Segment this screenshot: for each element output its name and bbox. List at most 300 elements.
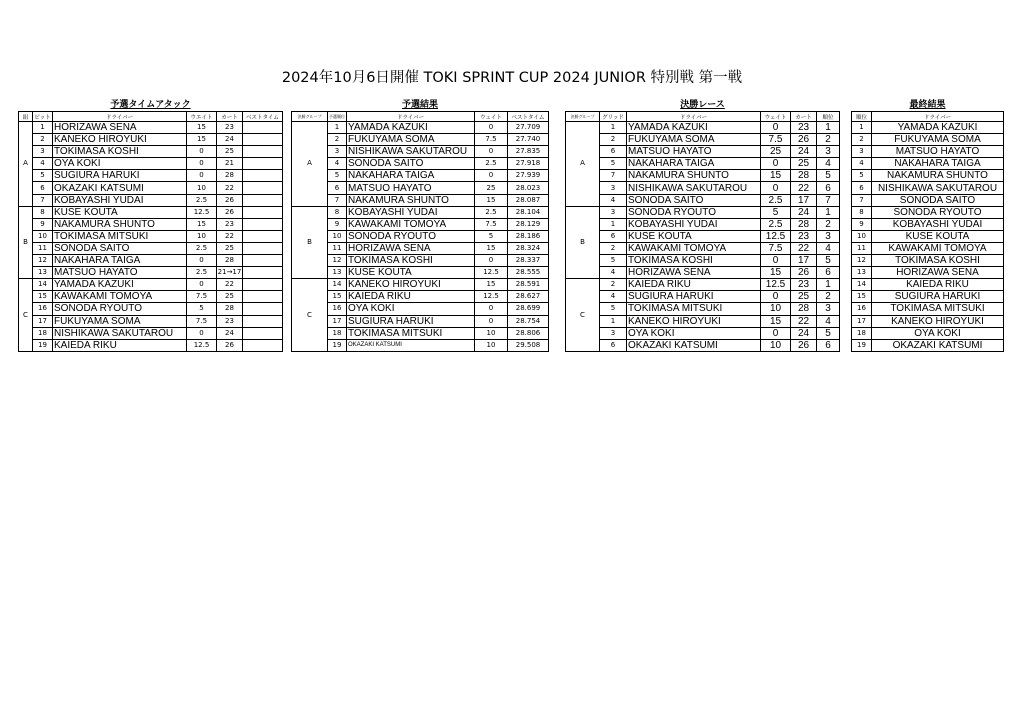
final-position: 16: [852, 303, 872, 315]
qualifying-results-table: [291, 111, 549, 352]
qualifying-position: 19: [328, 339, 347, 351]
driver-name: NAKAHARA TAIGA: [53, 255, 187, 267]
final-position: 10: [852, 230, 872, 242]
group-label: B: [292, 206, 328, 279]
grid-position: 6: [600, 339, 627, 351]
column-header: ウェイト: [761, 112, 791, 122]
table-row: [19, 242, 283, 254]
table-row: [292, 303, 549, 315]
weight: 0: [475, 122, 508, 134]
driver-name: OKAZAKI KATSUMI: [53, 182, 187, 194]
driver-name: KOBAYASHI YUDAI: [53, 194, 187, 206]
kart-number: 25: [217, 146, 243, 158]
pit-number: 5: [33, 170, 53, 182]
best-time: 29.508: [508, 339, 549, 351]
weight: 2.5: [187, 194, 217, 206]
driver-name: TOKIMASA MITSUKI: [872, 303, 1004, 315]
finish-rank: 2: [817, 291, 840, 303]
table-row: [292, 122, 549, 134]
kart-number: 17: [791, 194, 817, 206]
driver-name: OYA KOKI: [53, 158, 187, 170]
table-row: [19, 170, 283, 182]
final-results-table-body: [852, 122, 1004, 352]
finish-rank: 6: [817, 339, 840, 351]
pit-number: 16: [33, 303, 53, 315]
driver-name: FUKUYAMA SOMA: [347, 134, 475, 146]
table-row: [566, 158, 840, 170]
best-time: [243, 315, 283, 327]
weight: 25: [761, 146, 791, 158]
best-time: [243, 170, 283, 182]
qualifying-position: 16: [328, 303, 347, 315]
finish-rank: 3: [817, 230, 840, 242]
weight: 0: [187, 279, 217, 291]
best-time: 28.129: [508, 218, 549, 230]
driver-name: TOKIMASA KOSHI: [53, 146, 187, 158]
table-header-row: [19, 112, 283, 122]
weight: 0: [475, 255, 508, 267]
final-position: 14: [852, 279, 872, 291]
driver-name: YAMADA KAZUKI: [627, 122, 761, 134]
weight: 2.5: [475, 158, 508, 170]
group-label: C: [19, 279, 33, 352]
driver-name: MATSUO HAYATO: [872, 146, 1004, 158]
driver-name: OYA KOKI: [627, 327, 761, 339]
group-label: B: [566, 206, 600, 279]
finish-rank: 4: [817, 242, 840, 254]
best-time: 27.835: [508, 146, 549, 158]
pit-number: 8: [33, 206, 53, 218]
table-row: [566, 315, 840, 327]
kart-number: 23: [217, 315, 243, 327]
driver-name: KUSE KOUTA: [627, 230, 761, 242]
weight: 0: [187, 158, 217, 170]
finish-rank: 5: [817, 327, 840, 339]
final-race-table: [565, 111, 840, 352]
driver-name: TOKIMASA MITSUKI: [347, 327, 475, 339]
finish-rank: 7: [817, 194, 840, 206]
column-header: ドライバー: [347, 112, 475, 122]
weight: 15: [475, 194, 508, 206]
kart-number: 28: [791, 303, 817, 315]
group-label: C: [292, 279, 328, 352]
grid-position: 3: [600, 206, 627, 218]
weight: 10: [475, 327, 508, 339]
weight: 7.5: [475, 134, 508, 146]
weight: 2.5: [187, 242, 217, 254]
qualifying-position: 13: [328, 267, 347, 279]
table-row: [852, 206, 1004, 218]
kart-number: 28: [217, 255, 243, 267]
grid-position: 4: [600, 194, 627, 206]
column-header: ドライバー: [627, 112, 761, 122]
table-row: [292, 242, 549, 254]
weight: 0: [761, 291, 791, 303]
driver-name: SUGIURA HARUKI: [872, 291, 1004, 303]
weight: 0: [187, 146, 217, 158]
final-position: 3: [852, 146, 872, 158]
driver-name: HORIZAWA SENA: [347, 242, 475, 254]
driver-name: FUKUYAMA SOMA: [627, 134, 761, 146]
driver-name: MATSUO HAYATO: [53, 267, 187, 279]
driver-name: YAMADA KAZUKI: [347, 122, 475, 134]
kart-number: 21: [217, 158, 243, 170]
driver-name: TOKIMASA MITSUKI: [627, 303, 761, 315]
best-time: 27.939: [508, 170, 549, 182]
driver-name: SONODA RYOUTO: [627, 206, 761, 218]
kart-number: 24: [791, 146, 817, 158]
kart-number: 25: [217, 291, 243, 303]
kart-number: 26: [217, 206, 243, 218]
table-row: [19, 267, 283, 279]
table-row: [852, 122, 1004, 134]
driver-name: OKAZAKI KATSUMI: [872, 339, 1004, 351]
kart-number: 23: [791, 230, 817, 242]
driver-name: SUGIURA HARUKI: [347, 315, 475, 327]
finish-rank: 4: [817, 158, 840, 170]
finish-rank: 3: [817, 303, 840, 315]
grid-position: 7: [600, 170, 627, 182]
table-row: [852, 134, 1004, 146]
column-header: 予選順位: [328, 112, 347, 122]
page-title: 2024年10月6日開催 TOKI SPRINT CUP 2024 JUNIOR 特別戦 第一戦: [281, 70, 743, 86]
table-row: [292, 134, 549, 146]
driver-name: NISHIKAWA SAKUTAROU: [53, 327, 187, 339]
driver-name: TOKIMASA KOSHI: [627, 255, 761, 267]
driver-name: HORIZAWA SENA: [53, 122, 187, 134]
group-label: B: [19, 206, 33, 279]
group-label: A: [566, 122, 600, 207]
weight: 15: [475, 279, 508, 291]
weight: 12.5: [475, 267, 508, 279]
table-row: [566, 182, 840, 194]
weight: 12.5: [187, 339, 217, 351]
table-row: [852, 279, 1004, 291]
driver-name: KAIEDA RIKU: [53, 339, 187, 351]
table-row: [852, 255, 1004, 267]
table-row: [19, 327, 283, 339]
finish-rank: 2: [817, 134, 840, 146]
final-position: 18: [852, 327, 872, 339]
qualifying-position: 6: [328, 182, 347, 194]
driver-name: KAIEDA RIKU: [872, 279, 1004, 291]
driver-name: KAWAKAMI TOMOYA: [347, 218, 475, 230]
driver-name: KUSE KOUTA: [872, 230, 1004, 242]
best-time: 28.324: [508, 242, 549, 254]
driver-name: OKAZAKI KATSUMI: [347, 339, 475, 351]
qualifying-position: 18: [328, 327, 347, 339]
final-position: 1: [852, 122, 872, 134]
table-row: [292, 170, 549, 182]
kart-number: 28: [791, 170, 817, 182]
finish-rank: 5: [817, 170, 840, 182]
best-time: [243, 134, 283, 146]
table-row: [566, 255, 840, 267]
weight: 15: [187, 122, 217, 134]
best-time: [243, 158, 283, 170]
kart-number: 25: [791, 158, 817, 170]
column-header: カート: [217, 112, 243, 122]
table-row: [19, 255, 283, 267]
column-header: 決勝グループ: [566, 112, 600, 122]
table-row: [852, 230, 1004, 242]
best-time: 28.806: [508, 327, 549, 339]
weight: 12.5: [187, 206, 217, 218]
driver-name: SONODA SAITO: [347, 158, 475, 170]
weight: 0: [761, 255, 791, 267]
weight: 0: [187, 170, 217, 182]
kart-number: 23: [791, 279, 817, 291]
qualifying-position: 5: [328, 170, 347, 182]
pit-number: 2: [33, 134, 53, 146]
best-time: [243, 206, 283, 218]
best-time: [243, 230, 283, 242]
weight: 5: [475, 230, 508, 242]
weight: 10: [475, 339, 508, 351]
driver-name: NAKAHARA TAIGA: [627, 158, 761, 170]
driver-name: HORIZAWA SENA: [872, 267, 1004, 279]
driver-name: SONODA SAITO: [53, 242, 187, 254]
driver-name: OKAZAKI KATSUMI: [627, 339, 761, 351]
driver-name: MATSUO HAYATO: [347, 182, 475, 194]
driver-name: SONODA RYOUTO: [347, 230, 475, 242]
final-race-table-body: [566, 122, 840, 352]
finish-rank: 2: [817, 218, 840, 230]
qualifying-results-heading: 予選結果: [401, 100, 438, 110]
weight: 0: [187, 327, 217, 339]
driver-name: SONODA SAITO: [627, 194, 761, 206]
table-header-row: [852, 112, 1004, 122]
qualifying-position: 10: [328, 230, 347, 242]
kart-number: 22: [217, 182, 243, 194]
driver-name: YAMADA KAZUKI: [53, 279, 187, 291]
best-time: [243, 146, 283, 158]
table-row: [19, 122, 283, 134]
weight: 10: [761, 303, 791, 315]
final-position: 19: [852, 339, 872, 351]
best-time: 28.754: [508, 315, 549, 327]
final-position: 12: [852, 255, 872, 267]
table-row: [852, 170, 1004, 182]
table-row: [19, 158, 283, 170]
driver-name: SUGIURA HARUKI: [53, 170, 187, 182]
driver-name: TOKIMASA KOSHI: [872, 255, 1004, 267]
finish-rank: 4: [817, 315, 840, 327]
weight: 5: [761, 206, 791, 218]
driver-name: KOBAYASHI YUDAI: [347, 206, 475, 218]
table-row: [19, 303, 283, 315]
best-time: [243, 242, 283, 254]
best-time: [243, 339, 283, 351]
table-row: [566, 194, 840, 206]
kart-number: 24: [217, 327, 243, 339]
weight: 15: [761, 267, 791, 279]
table-row: [19, 230, 283, 242]
weight: 15: [187, 218, 217, 230]
final-position: 17: [852, 315, 872, 327]
kart-number: 24: [791, 327, 817, 339]
grid-position: 5: [600, 255, 627, 267]
table-row: [19, 291, 283, 303]
kart-number: 22: [791, 315, 817, 327]
driver-name: KUSE KOUTA: [53, 206, 187, 218]
best-time: 28.555: [508, 267, 549, 279]
column-header: 組: [19, 112, 33, 122]
qualifying-position: 12: [328, 255, 347, 267]
finish-rank: 6: [817, 182, 840, 194]
best-time: [243, 182, 283, 194]
table-header-row: [566, 112, 840, 122]
pit-number: 9: [33, 218, 53, 230]
finish-rank: 1: [817, 279, 840, 291]
driver-name: YAMADA KAZUKI: [872, 122, 1004, 134]
kart-number: 22: [217, 230, 243, 242]
table-row: [852, 194, 1004, 206]
final-position: 9: [852, 218, 872, 230]
weight: 7.5: [187, 315, 217, 327]
grid-position: 6: [600, 230, 627, 242]
driver-name: NAKAMURA SHUNTO: [872, 170, 1004, 182]
pit-number: 19: [33, 339, 53, 351]
group-label: A: [19, 122, 33, 207]
table-row: [292, 182, 549, 194]
weight: 15: [187, 134, 217, 146]
kart-number: 25: [217, 242, 243, 254]
column-header: グリッド: [600, 112, 627, 122]
kart-number: 21→17: [217, 267, 243, 279]
pit-number: 17: [33, 315, 53, 327]
pit-number: 14: [33, 279, 53, 291]
weight: 7.5: [475, 218, 508, 230]
weight: 2.5: [761, 194, 791, 206]
finish-rank: 3: [817, 146, 840, 158]
finish-rank: 1: [817, 122, 840, 134]
weight: 0: [761, 158, 791, 170]
weight: 2.5: [475, 206, 508, 218]
best-time: [243, 327, 283, 339]
weight: 15: [475, 242, 508, 254]
table-row: [852, 327, 1004, 339]
table-row: [566, 134, 840, 146]
driver-name: KAWAKAMI TOMOYA: [53, 291, 187, 303]
driver-name: KAWAKAMI TOMOYA: [872, 242, 1004, 254]
driver-name: KANEKO HIROYUKI: [53, 134, 187, 146]
table-row: [292, 194, 549, 206]
table-row: [19, 279, 283, 291]
driver-name: SUGIURA HARUKI: [627, 291, 761, 303]
final-position: 2: [852, 134, 872, 146]
driver-name: HORIZAWA SENA: [627, 267, 761, 279]
driver-name: OYA KOKI: [347, 303, 475, 315]
qualifying-position: 15: [328, 291, 347, 303]
driver-name: KANEKO HIROYUKI: [627, 315, 761, 327]
qualifying-table-body: [19, 122, 283, 352]
table-row: [852, 267, 1004, 279]
kart-number: 26: [791, 134, 817, 146]
qualifying-table: [18, 111, 283, 352]
grid-position: 5: [600, 158, 627, 170]
pit-number: 3: [33, 146, 53, 158]
qualifying-position: 17: [328, 315, 347, 327]
driver-name: NISHIKAWA SAKUTAROU: [347, 146, 475, 158]
kart-number: 24: [791, 206, 817, 218]
table-row: [566, 206, 840, 218]
final-position: 4: [852, 158, 872, 170]
best-time: 28.699: [508, 303, 549, 315]
table-header-row: [292, 112, 549, 122]
kart-number: 28: [217, 303, 243, 315]
table-row: [19, 339, 283, 351]
kart-number: 23: [217, 122, 243, 134]
column-header: ベストタイム: [243, 112, 283, 122]
pit-number: 6: [33, 182, 53, 194]
driver-name: NAKAMURA SHUNTO: [347, 194, 475, 206]
weight: 5: [187, 303, 217, 315]
table-row: [19, 194, 283, 206]
pit-number: 4: [33, 158, 53, 170]
weight: 0: [475, 146, 508, 158]
column-header: 順位: [852, 112, 872, 122]
final-results-heading: 最終結果: [909, 100, 946, 110]
driver-name: OYA KOKI: [872, 327, 1004, 339]
driver-name: TOKIMASA MITSUKI: [53, 230, 187, 242]
table-row: [19, 315, 283, 327]
best-time: [243, 218, 283, 230]
qualifying-results-section: [291, 99, 549, 352]
qualifying-position: 2: [328, 134, 347, 146]
driver-name: SONODA RYOUTO: [53, 303, 187, 315]
weight: 10: [187, 182, 217, 194]
best-time: 28.337: [508, 255, 549, 267]
driver-name: KOBAYASHI YUDAI: [627, 218, 761, 230]
driver-name: SONODA SAITO: [872, 194, 1004, 206]
kart-number: 22: [791, 182, 817, 194]
pit-number: 7: [33, 194, 53, 206]
finish-rank: 5: [817, 255, 840, 267]
best-time: 28.023: [508, 182, 549, 194]
driver-name: KANEKO HIROYUKI: [347, 279, 475, 291]
driver-name: NAKAMURA SHUNTO: [627, 170, 761, 182]
table-row: [292, 206, 549, 218]
qualifying-position: 7: [328, 194, 347, 206]
best-time: 28.627: [508, 291, 549, 303]
grid-position: 4: [600, 291, 627, 303]
weight: 0: [475, 303, 508, 315]
weight: 0: [475, 170, 508, 182]
final-results-table: [851, 111, 1004, 352]
weight: 7.5: [761, 134, 791, 146]
kart-number: 23: [791, 122, 817, 134]
group-label: A: [292, 122, 328, 207]
driver-name: NAKAHARA TAIGA: [872, 158, 1004, 170]
table-row: [292, 158, 549, 170]
weight: 12.5: [761, 279, 791, 291]
table-row: [566, 170, 840, 182]
table-row: [852, 218, 1004, 230]
grid-position: 5: [600, 303, 627, 315]
table-row: [852, 158, 1004, 170]
column-header: 決勝グループ: [292, 112, 328, 122]
final-race-heading: 決勝レース: [680, 100, 725, 110]
column-header: ウエイト: [187, 112, 217, 122]
qualifying-heading: 予選タイムアタック: [110, 100, 191, 110]
table-row: [19, 134, 283, 146]
column-header: ドライバー: [53, 112, 187, 122]
table-row: [566, 327, 840, 339]
column-header: ドライバー: [872, 112, 1004, 122]
table-row: [566, 230, 840, 242]
best-time: 27.709: [508, 122, 549, 134]
